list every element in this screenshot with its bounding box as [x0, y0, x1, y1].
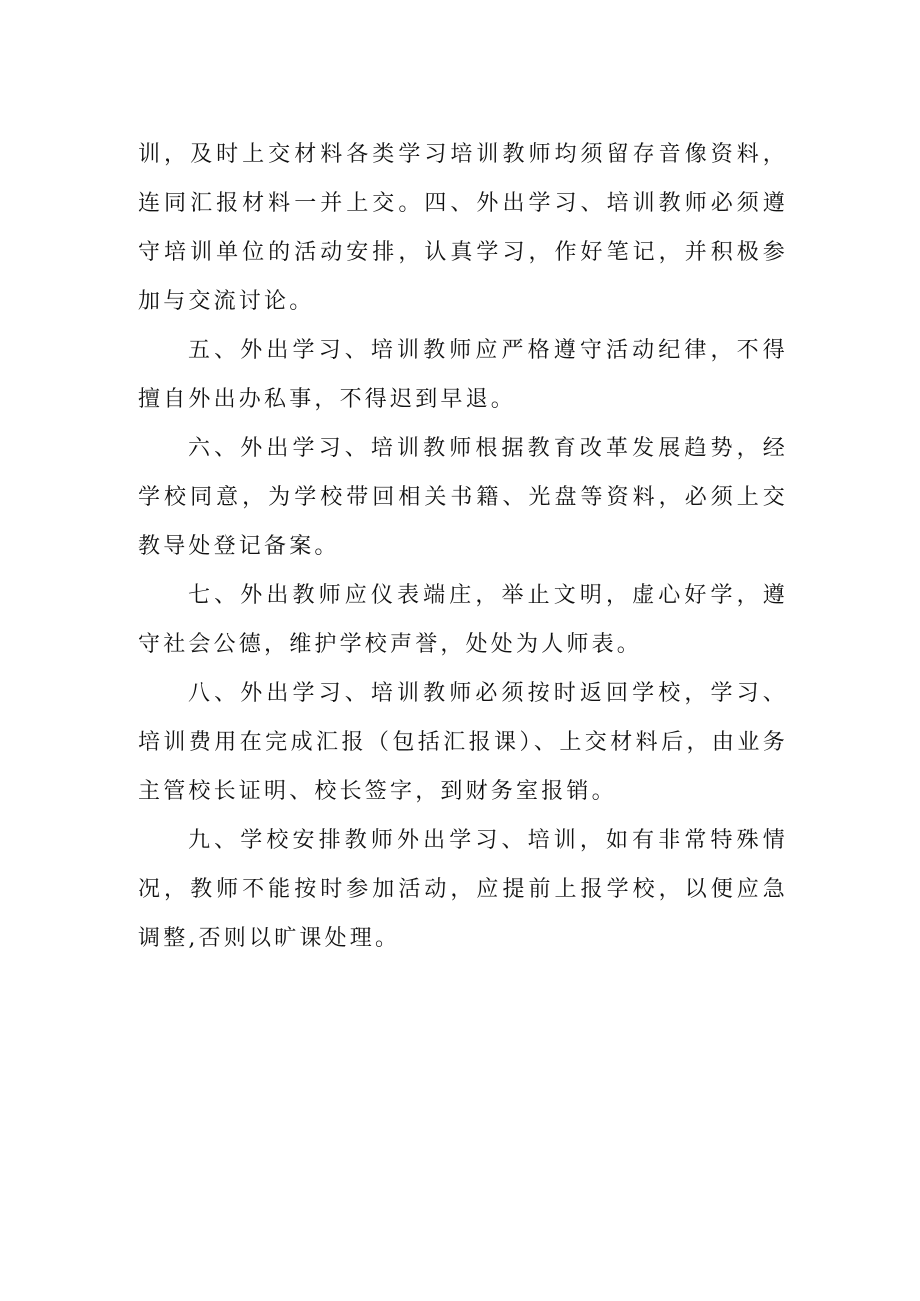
paragraph-rule-5: 五、外出学习、培训教师应严格遵守活动纪律，不得擅自外出办私事，不得迟到早退。 — [138, 338, 788, 412]
paragraph-rule-8: 八、外出学习、培训教师必须按时返回学校，学习、培训费用在完成汇报（包括汇报课）、上交材料后，由业务主管校长证明、校长签字，到财务室报销。 — [138, 681, 788, 804]
document-body — [138, 130, 788, 963]
paragraph-rule-7: 七、外出教师应仪表端庄，举止文明，虚心好学，遵守社会公德，维护学校声誉，处处为人师表。 — [138, 583, 788, 657]
paragraph-continuation: 训，及时上交材料各类学习培训教师均须留存音像资料，连同汇报材料一并上交。四、外出学习、培训教师必须遵守培训单位的活动安排，认真学习，作好笔记，并积极参加与交流讨论。 — [138, 142, 788, 314]
paragraph-rule-6: 六、外出学习、培训教师根据教育改革发展趋势，经学校同意，为学校带回相关书籍、光盘等资料，必须上交教导处登记备案。 — [138, 436, 788, 559]
paragraph-rule-9: 九、学校安排教师外出学习、培训，如有非常特殊情况，教师不能按时参加活动，应提前上报学校，以便应急调整,否则以旷课处理。 — [138, 828, 788, 951]
